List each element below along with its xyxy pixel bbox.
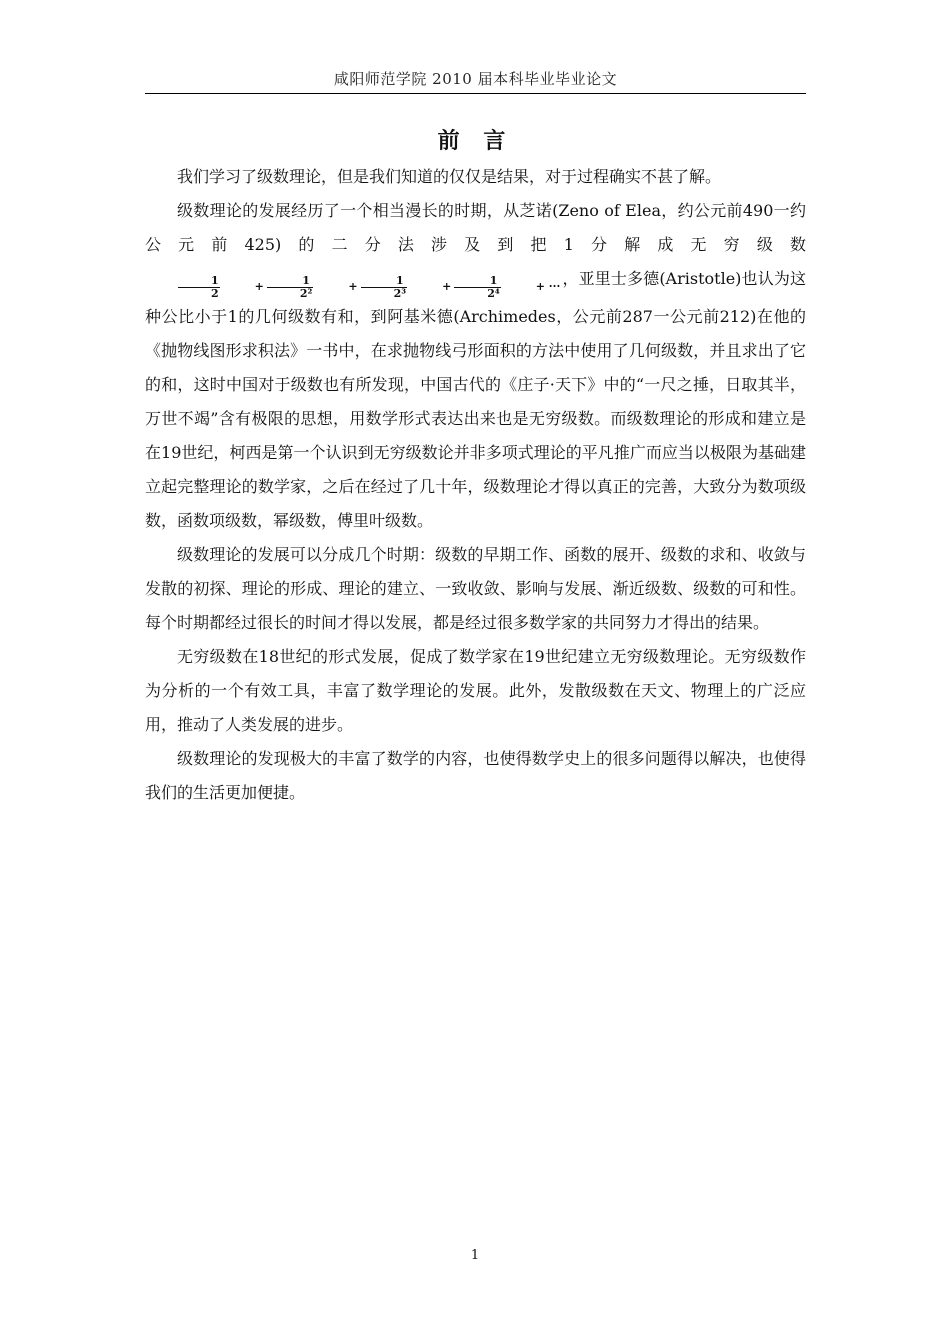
paragraph-2 [145,194,806,538]
paragraph-2-part-b: ，亚里士多德(Aristotle)也认为这种公比小于1的几何级数有和，到阿基米德(Archimedes，公元前287一公元前212)在他的《抛物线图形求积法》一书中，在求抛物线弓形面积的方法中使用了几何级数，并且求出了它的和，这时中国对于级数也有所发现，中国古代的《庄子·天下》中的“一尺之捶，日取其半，万世不竭”含有极限的思想，用数学形式表达出来也是无穷级数。而级数理论的形成和建立是在19世纪，柯西是第一个认识到无穷级数论并非多项式理论的平凡推广而应当以极限为基础建立起完整理论的数学家，之后在经过了几十年，级数理论才得以真正的完善，大致分为数项级数，函数项级数，幂级数，傅里叶级数。 [145,269,806,530]
fraction-3: $\frac{1}{\text{2³}}$ [361,275,407,300]
series-formula [145,275,562,300]
ellipsis: + ··· [535,280,561,293]
fraction-2: $\frac{1}{\text{2²}}$ [267,275,313,300]
section-title: 前 言 [437,128,514,154]
page-header: 咸阳师范学院 2010 届本科毕业毕业论文 [333,70,618,88]
paragraph-4: 无穷级数在18世纪的形式发展，促成了数学家在19世纪建立无穷级数理论。无穷级数作为分析的一个有效工具，丰富了数学理论的发展。此外，发散级数在天文、物理上的广泛应用，推动了人类发展的进步。 [145,646,806,734]
page-number: 1 [470,1248,480,1263]
paragraph-2-part-a: 级数理论的发展经历了一个相当漫长的时期，从芝诺(Zeno of Elea，约公元前490一约公元前425)的二分法涉及到把1分解成无穷级数 [145,201,806,254]
body-text [145,160,806,810]
fraction-1: $\frac{1}{2}$ [178,275,220,300]
paragraph-5: 级数理论的发现极大的丰富了数学的内容，也使得数学史上的很多问题得以解决，也使得我们的生活更加便捷。 [145,748,806,802]
paragraph-1: 我们学习了级数理论，但是我们知道的仅仅是结果，对于过程确实不甚了解。 [177,167,722,186]
plus-sign: + [348,280,358,293]
header-rule [145,93,806,94]
fraction-4: $\frac{1}{\text{2⁴}}$ [454,275,500,300]
plus-sign: + [254,280,264,293]
plus-sign: + [442,280,452,293]
paragraph-3: 级数理论的发展可以分成几个时期：级数的早期工作、函数的展开、级数的求和、收敛与发散的初探、理论的形成、理论的建立、一致收敛、影响与发展、渐近级数、级数的可和性。每个时期都经过很长的时间才得以发展，都是经过很多数学家的共同努力才得出的结果。 [145,544,806,632]
